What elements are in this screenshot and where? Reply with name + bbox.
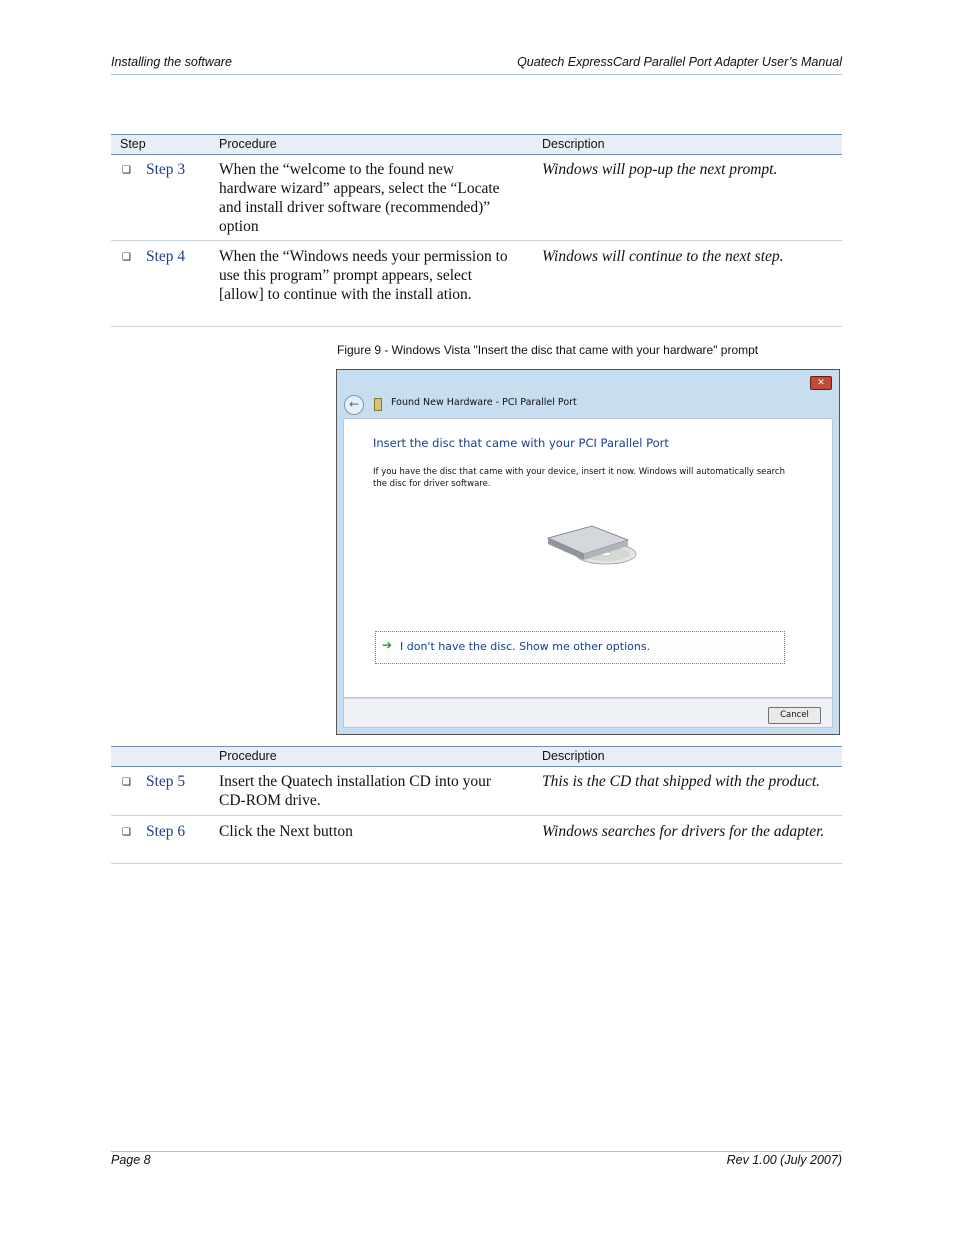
dialog-body-text: If you have the disc that came with your device, insert it now. Windows will automatically search the disc for driver software. bbox=[373, 467, 785, 489]
dialog-footer bbox=[343, 698, 833, 728]
table-header bbox=[111, 746, 842, 767]
step-label: Step 6 bbox=[146, 823, 186, 840]
table-row bbox=[111, 767, 842, 816]
figure-caption: Figure 9 - Windows Vista "Insert the disc that came with your hardware" prompt bbox=[337, 343, 759, 357]
description-text: This is the CD that shipped with the product. bbox=[542, 773, 821, 790]
page-number: Page 8 bbox=[111, 1153, 151, 1167]
hardware-device-icon bbox=[374, 398, 382, 411]
cd-drive-icon bbox=[544, 524, 639, 566]
col-procedure: Procedure bbox=[219, 137, 277, 151]
procedure-text: When the “Windows needs your permission to use this program” prompt appears, select [allow] to continue with the install ation. bbox=[219, 248, 508, 303]
no-disc-option-link[interactable] bbox=[375, 631, 785, 664]
dialog-heading: Insert the disc that came with your PCI Parallel Port bbox=[373, 436, 669, 450]
procedure-text: When the “welcome to the found new hardware wizard” appears, select the “Locate and install driver software (recommended)” option bbox=[219, 161, 500, 235]
table-row bbox=[111, 816, 842, 864]
step-label: Step 4 bbox=[146, 248, 186, 265]
close-icon[interactable]: ✕ bbox=[810, 376, 832, 390]
table-row bbox=[111, 241, 842, 327]
step-label: Step 5 bbox=[146, 773, 186, 790]
header-manual-title: Quatech ExpressCard Parallel Port Adapter User’s Manual bbox=[517, 55, 842, 69]
checkbox-icon: ❑ bbox=[122, 777, 131, 788]
procedure-text: Click the Next button bbox=[219, 823, 353, 840]
procedure-table-2 bbox=[111, 746, 842, 864]
table-row bbox=[111, 155, 842, 241]
revision-label: Rev 1.00 (July 2007) bbox=[726, 1153, 842, 1167]
cancel-button[interactable]: Cancel bbox=[768, 707, 821, 724]
found-new-hardware-dialog bbox=[336, 369, 840, 735]
dialog-title: Found New Hardware - PCI Parallel Port bbox=[391, 397, 577, 408]
header-section-title: Installing the software bbox=[111, 55, 232, 69]
step-label: Step 3 bbox=[146, 161, 186, 178]
col-description: Description bbox=[542, 137, 605, 151]
col-step: Step bbox=[120, 137, 146, 151]
procedure-table-1 bbox=[111, 134, 842, 327]
checkbox-icon: ❑ bbox=[122, 165, 131, 176]
description-text: Windows will continue to the next step. bbox=[542, 248, 784, 265]
page-header bbox=[111, 54, 842, 75]
description-text: Windows will pop-up the next prompt. bbox=[542, 161, 778, 178]
checkbox-icon: ❑ bbox=[122, 252, 131, 263]
col-description: Description bbox=[542, 749, 605, 763]
dialog-content bbox=[343, 418, 833, 698]
col-procedure: Procedure bbox=[219, 749, 277, 763]
page-footer bbox=[111, 1151, 842, 1172]
procedure-text: Insert the Quatech installation CD into your CD-ROM drive. bbox=[219, 773, 492, 809]
description-text: Windows searches for drivers for the adapter. bbox=[542, 823, 825, 840]
arrow-right-icon: ➔ bbox=[382, 638, 393, 652]
table-header bbox=[111, 134, 842, 155]
no-disc-option-label: I don't have the disc. Show me other options. bbox=[400, 640, 651, 653]
back-arrow-icon[interactable]: ← bbox=[344, 395, 364, 415]
checkbox-icon: ❑ bbox=[122, 827, 131, 838]
